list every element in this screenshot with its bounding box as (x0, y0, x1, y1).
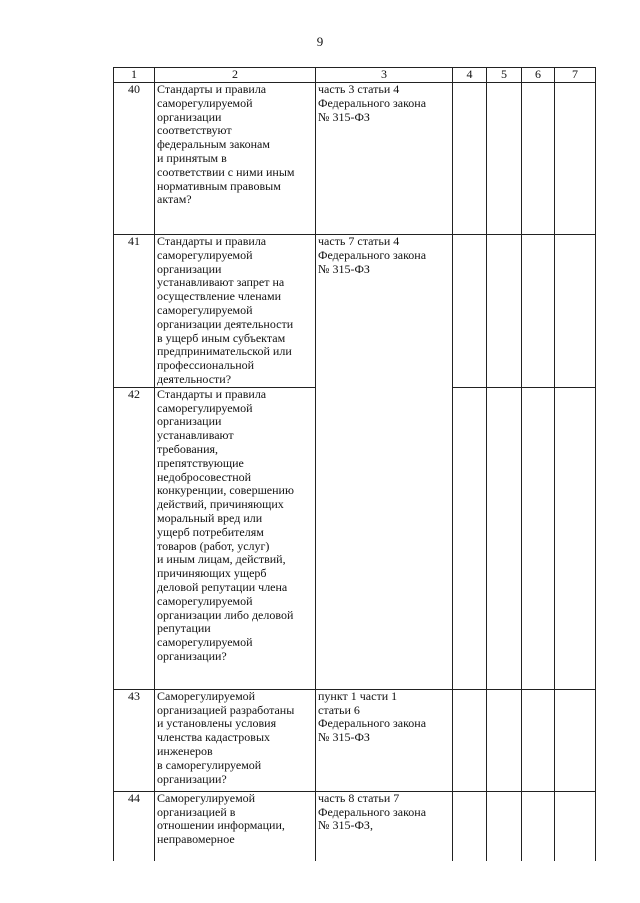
question-cell: Саморегулируемой организацией разработаны и установлены условия членства кадастровых инженеров в саморегулируемой организации? (155, 689, 316, 791)
empty-cell (453, 235, 487, 388)
reference-cell: часть 3 статьи 4 Федерального закона № 315-ФЗ (316, 83, 453, 235)
empty-cell (555, 235, 596, 388)
question-cell: Саморегулируемой организацией в отношении информации, неправомерное (155, 791, 316, 861)
empty-cell (487, 387, 522, 689)
reference-cell: часть 7 статьи 4 Федерального закона № 315-ФЗ (316, 235, 453, 388)
empty-cell (487, 689, 522, 791)
question-cell: Стандарты и правила саморегулируемой организации устанавливают требования, препятствующие недобросовестной конкуренции, совершению действий, причиняющих моральный вред или ущерб потребителям товаров (работ, услуг) и иным лицам, действий, причиняющих ущерб деловой репутации члена саморегулируемой организации либо деловой репутации саморегулируемой организации? (155, 387, 316, 689)
question-cell: Стандарты и правила саморегулируемой организации соответствуют федеральным законам и принятым в соответствии с ними иным нормативным правовым актам? (155, 83, 316, 235)
page-number: 9 (316, 34, 324, 49)
table-row (114, 235, 596, 388)
reference-cell (316, 387, 453, 689)
empty-cell (487, 83, 522, 235)
empty-cell (522, 83, 555, 235)
table-row (114, 387, 596, 689)
row-number: 42 (114, 387, 155, 689)
empty-cell (453, 83, 487, 235)
reference-cell: пункт 1 части 1 статьи 6 Федерального закона № 315-ФЗ (316, 689, 453, 791)
column-header: 4 (453, 68, 487, 83)
empty-cell (522, 689, 555, 791)
table-header-row (114, 68, 596, 83)
reference-cell: часть 8 статьи 7 Федерального закона № 315-ФЗ, (316, 791, 453, 861)
row-number: 41 (114, 235, 155, 388)
empty-cell (487, 235, 522, 388)
table-row (114, 83, 596, 235)
empty-cell (487, 791, 522, 861)
empty-cell (453, 689, 487, 791)
row-number: 40 (114, 83, 155, 235)
column-header: 2 (155, 68, 316, 83)
checklist-table (113, 67, 596, 861)
column-header: 7 (555, 68, 596, 83)
column-header: 3 (316, 68, 453, 83)
empty-cell (555, 791, 596, 861)
empty-cell (555, 387, 596, 689)
empty-cell (555, 83, 596, 235)
column-header: 6 (522, 68, 555, 83)
empty-cell (453, 791, 487, 861)
column-header: 5 (487, 68, 522, 83)
empty-cell (522, 235, 555, 388)
table-row (114, 791, 596, 861)
table-row (114, 689, 596, 791)
empty-cell (555, 689, 596, 791)
empty-cell (522, 387, 555, 689)
row-number: 43 (114, 689, 155, 791)
empty-cell (453, 387, 487, 689)
column-header: 1 (114, 68, 155, 83)
question-cell: Стандарты и правила саморегулируемой организации устанавливают запрет на осуществление членами саморегулируемой организации деятельности в ущерб иным субъектам предпринимательской или профессиональной деятельности? (155, 235, 316, 388)
empty-cell (522, 791, 555, 861)
row-number: 44 (114, 791, 155, 861)
